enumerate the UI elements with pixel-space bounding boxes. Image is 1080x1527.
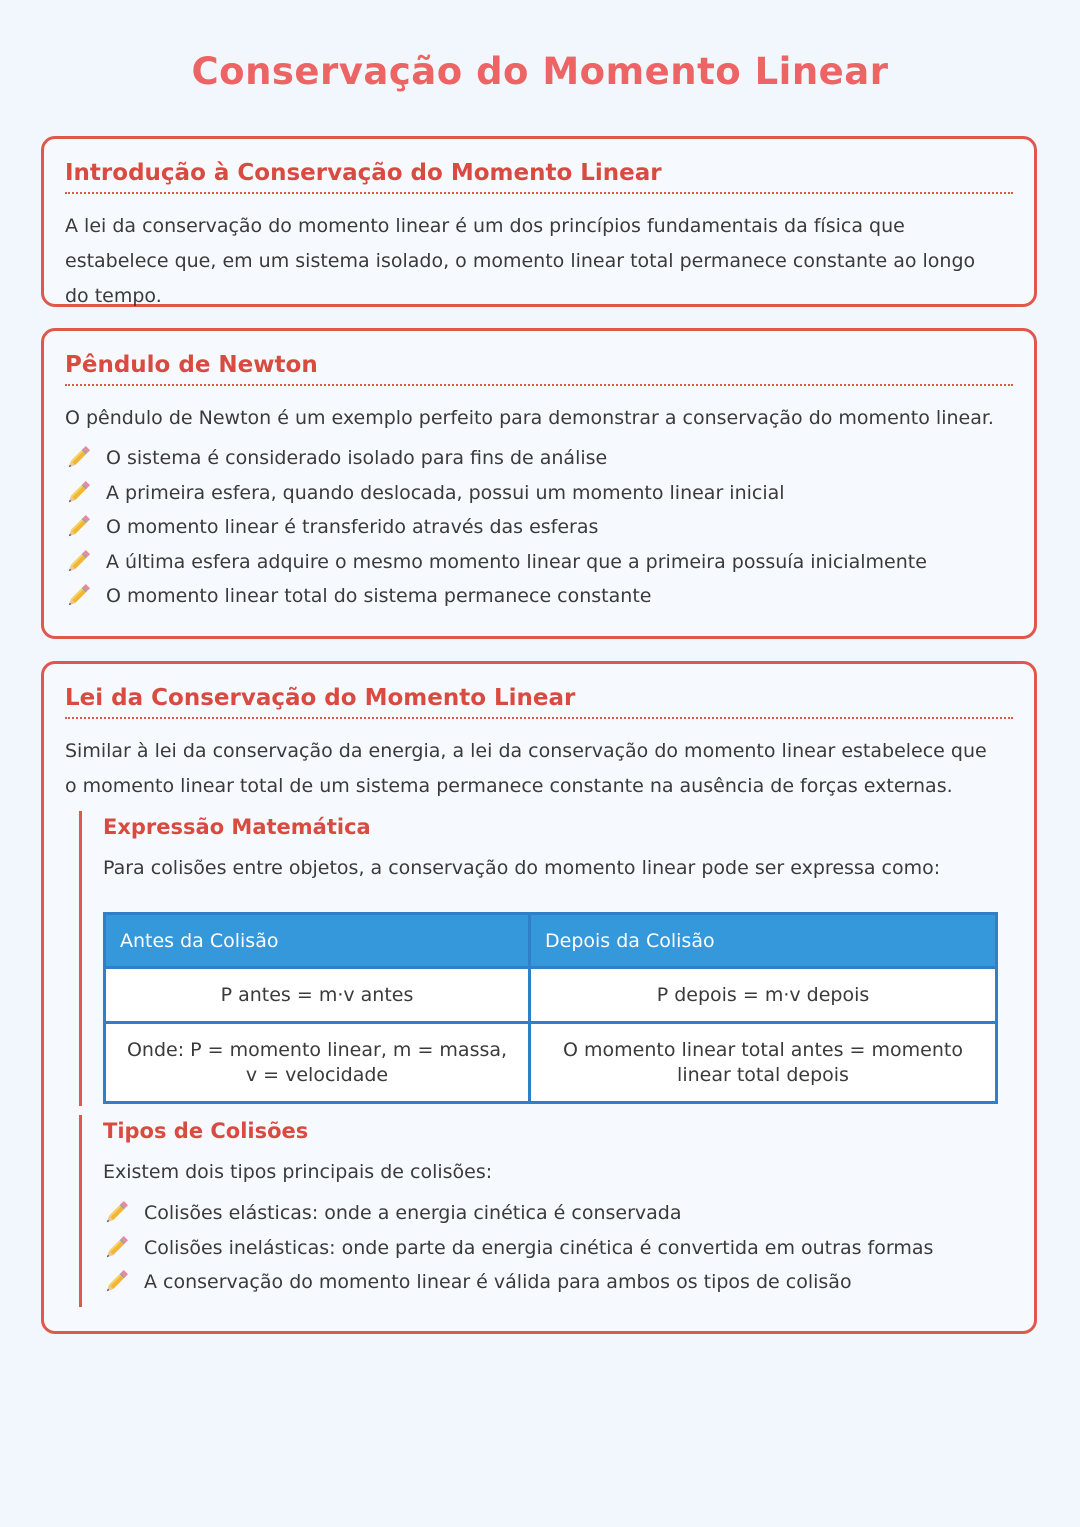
pencil-icon: [103, 1235, 129, 1261]
table-header-row: [105, 914, 997, 968]
intro-heading: Introdução à Conservação do Momento Linear: [65, 160, 1013, 194]
list-item: [103, 1265, 933, 1300]
table-header-after: Depois da Colisão: [530, 914, 997, 968]
list-item-text: O sistema é considerado isolado para fins de análise: [106, 447, 608, 469]
math-heading: Expressão Matemática: [103, 815, 371, 839]
page-title: Conservação do Momento Linear: [191, 50, 889, 93]
list-item: [103, 1196, 933, 1231]
math-subsection: [79, 811, 994, 1106]
math-text: Para colisões entre objetos, a conservação do momento linear pode ser expressa como:: [103, 857, 941, 879]
list-item: [65, 545, 927, 580]
table-cell: Onde: P = momento linear, m = massa, v = velocidade: [105, 1023, 530, 1103]
list-item: [65, 441, 927, 476]
types-text: Existem dois tipos principais de colisões:: [103, 1161, 493, 1183]
pencil-icon: [103, 1269, 129, 1295]
pendulum-text: O pêndulo de Newton é um exemplo perfeito para demonstrar a conservação do momento linear.: [65, 407, 994, 429]
types-subsection: [79, 1115, 994, 1307]
list-item-text: Colisões inelásticas: onde parte da energia cinética é convertida em outras formas: [144, 1236, 934, 1259]
pencil-icon: [65, 549, 91, 575]
types-list: [103, 1196, 933, 1300]
pencil-icon: [65, 583, 91, 609]
list-item-text: A última esfera adquire o mesmo momento linear que a primeira possuía inicialmente: [106, 550, 927, 573]
table-header-before: Antes da Colisão: [105, 914, 530, 968]
list-item-text: O momento linear total do sistema permanece constante: [106, 585, 652, 608]
list-item-text: O momento linear é transferido através das esferas: [106, 516, 599, 539]
list-item: [103, 1231, 933, 1266]
pencil-icon: [65, 445, 91, 471]
pencil-icon: [65, 514, 91, 540]
list-item: [65, 476, 927, 511]
law-card: [41, 661, 1037, 1334]
list-item: [65, 510, 927, 545]
table-cell: P depois = m·v depois: [530, 968, 997, 1023]
list-item-text: A primeira esfera, quando deslocada, possui um momento linear inicial: [106, 481, 785, 504]
pencil-icon: [65, 480, 91, 506]
pendulum-card: [41, 328, 1037, 639]
pendulum-heading: Pêndulo de Newton: [65, 352, 1013, 386]
list-item: [65, 579, 927, 614]
list-item-text: A conservação do momento linear é válida para ambos os tipos de colisão: [144, 1271, 852, 1294]
pendulum-list: [65, 441, 927, 614]
table-cell: O momento linear total antes = momento linear total depois: [530, 1023, 997, 1103]
law-heading: Lei da Conservação do Momento Linear: [65, 685, 1013, 719]
intro-text: A lei da conservação do momento linear é um dos princípios fundamentais da física que estabelece que, em um sistema isolado, o momento linear total permanece constante ao longo do tempo.: [65, 215, 976, 307]
collision-table: [103, 912, 998, 1104]
law-text: Similar à lei da conservação da energia, a lei da conservação do momento linear estabelece que o momento linear total de um sistema permanece constante na ausência de forças externas.: [65, 740, 987, 797]
intro-card: [41, 136, 1037, 307]
pencil-icon: [103, 1200, 129, 1226]
table-row: [105, 968, 997, 1023]
list-item-text: Colisões elásticas: onde a energia cinética é conservada: [144, 1202, 682, 1224]
table-row: [105, 1023, 997, 1103]
table-cell: P antes = m·v antes: [105, 968, 530, 1023]
types-heading: Tipos de Colisões: [103, 1119, 309, 1143]
